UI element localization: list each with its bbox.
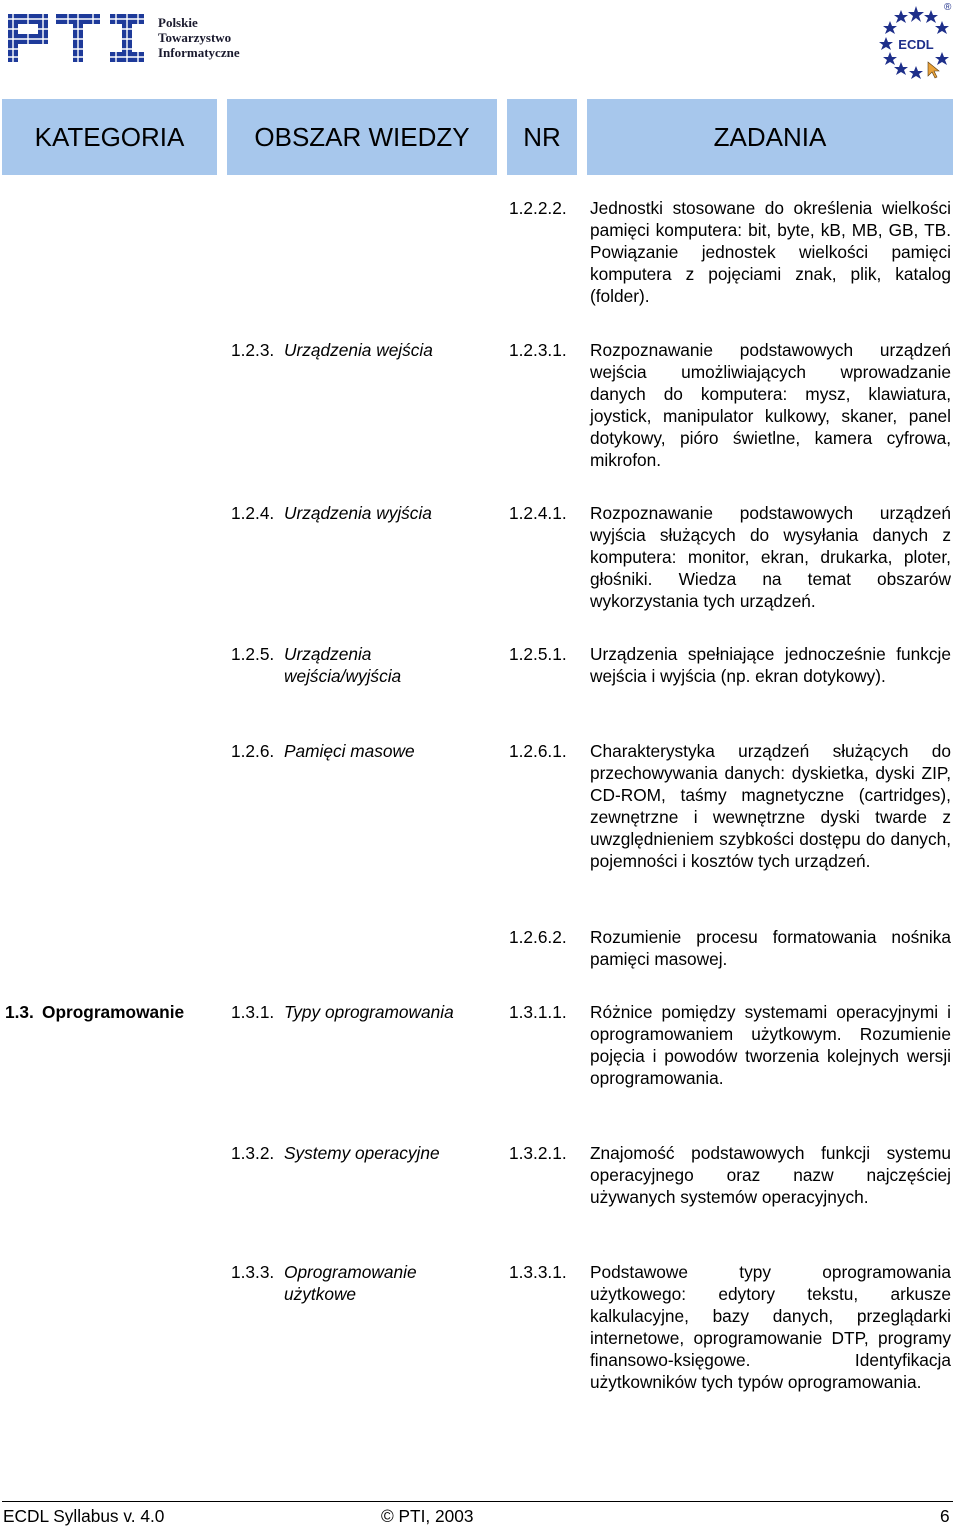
- area-name: Systemy operacyjne: [284, 1143, 440, 1163]
- area-number: 1.3.1.: [231, 1002, 275, 1022]
- footer-page-number: 6: [940, 1506, 950, 1526]
- area-name-line: wejścia/wyjścia: [284, 666, 402, 686]
- area-number: 1.2.5.: [231, 644, 275, 664]
- pti-name-line: Polskie: [158, 15, 198, 30]
- task-number: 1.2.5.1.: [509, 644, 567, 664]
- header-kategoria: KATEGORIA: [2, 99, 217, 175]
- footer-syllabus-version: ECDL Syllabus v. 4.0: [3, 1506, 165, 1526]
- area-number: 1.2.6.: [231, 741, 275, 761]
- area-number: 1.3.2.: [231, 1143, 275, 1163]
- footer-copyright: © PTI, 2003: [381, 1506, 474, 1526]
- task-number: 1.3.2.1.: [509, 1143, 567, 1163]
- area-name-line: użytkowe: [284, 1284, 357, 1304]
- ecdl-logo-text: ECDL: [898, 37, 934, 52]
- pti-name: [158, 15, 240, 60]
- task-description: Znajomość podstawowych funkcji systemu operacyjnego oraz nazw najczęściej używanych systemów operacyjnych.: [590, 1143, 951, 1207]
- task-number: 1.3.1.1.: [509, 1002, 567, 1022]
- header-nr: NR: [507, 99, 577, 175]
- task-description: Rozpoznawanie podstawowych urządzeń wyjścia służących do wysyłania danych z komputera: monitor, ekran, drukarka, ploter, głośniki. Wiedza na temat obszarów wykorzystania tych urządzeń.: [590, 503, 951, 611]
- area-number: 1.2.3.: [231, 340, 275, 360]
- task-description: Urządzenia spełniające jednocześnie funkcje wejścia i wyjścia (np. ekran dotykowy).: [590, 644, 951, 686]
- task-description: Podstawowe typy oprogramowania użytkowego: edytory tekstu, arkusze kalkulacyjne, bazy danych, przeglądarki internetowe, oprogramowanie DTP, programy finansowo-księgowe. Identyfikacja użytkowników tych typów oprogramowania.: [590, 1262, 951, 1392]
- area-name-line: Oprogramowanie: [284, 1262, 417, 1282]
- task-number: 1.3.3.1.: [509, 1262, 567, 1282]
- task-description: Rozumienie procesu formatowania nośnika pamięci masowej.: [590, 927, 951, 969]
- area-name: Urządzenia wyjścia: [284, 503, 432, 523]
- area-number: 1.3.3.: [231, 1262, 275, 1282]
- area-name-line: Urządzenia: [284, 644, 372, 664]
- header-zadania: ZADANIA: [587, 99, 953, 175]
- task-number: 1.2.6.2.: [509, 927, 567, 947]
- task-description: Rozpoznawanie podstawowych urządzeń wejścia umożliwiających wprowadzanie danych do komputera: mysz, klawiatura, joystick, manipulator kulkowy, skaner, panel dotykowy, pióro świetlne, kamera cyfrowa, mikrofon.: [590, 340, 951, 470]
- task-description: Różnice pomiędzy systemami operacyjnymi i oprogramowaniem użytkowym. Rozumienie pojęcia i powodów tworzenia kolejnych wersji oprogramowania.: [590, 1002, 951, 1088]
- task-description: Charakterystyka urządzeń służących do przechowywania danych: dyskietka, dyski ZIP, CD-ROM, taśmy magnetyczne (cartridges), zewnętrzne i wewnętrzne dyski twarde z uwzględnieniem szybkości dostępu do danych, pojemności i kosztów tych urządzeń.: [590, 741, 951, 871]
- task-number: 1.2.2.2.: [509, 198, 567, 218]
- task-description: Jednostki stosowane do określenia wielkości pamięci komputera: bit, byte, kB, MB, GB, TB. Powiązanie jednostek wielkości pamięci komputera z pojęciami znak, plik, katalog (folder).: [590, 198, 951, 306]
- task-number: 1.2.6.1.: [509, 741, 567, 761]
- area-number: 1.2.4.: [231, 503, 275, 523]
- area-name: Urządzenia wejścia: [284, 340, 433, 360]
- area-name: Pamięci masowe: [284, 741, 415, 761]
- pti-logo: [8, 14, 148, 62]
- pti-name-line: Towarzystwo: [158, 30, 232, 45]
- header-obszar-wiedzy: OBSZAR WIEDZY: [227, 99, 497, 175]
- task-number: 1.2.3.1.: [509, 340, 567, 360]
- pti-name-line: Informatyczne: [158, 45, 240, 60]
- category-name: Oprogramowanie: [42, 1002, 185, 1022]
- footer-divider: [2, 1501, 953, 1502]
- task-number: 1.2.4.1.: [509, 503, 567, 523]
- area-name: Typy oprogramowania: [284, 1002, 454, 1022]
- ecdl-logo: [878, 4, 954, 80]
- registered-mark: ®: [944, 2, 952, 13]
- category-number: 1.3.: [5, 1002, 34, 1022]
